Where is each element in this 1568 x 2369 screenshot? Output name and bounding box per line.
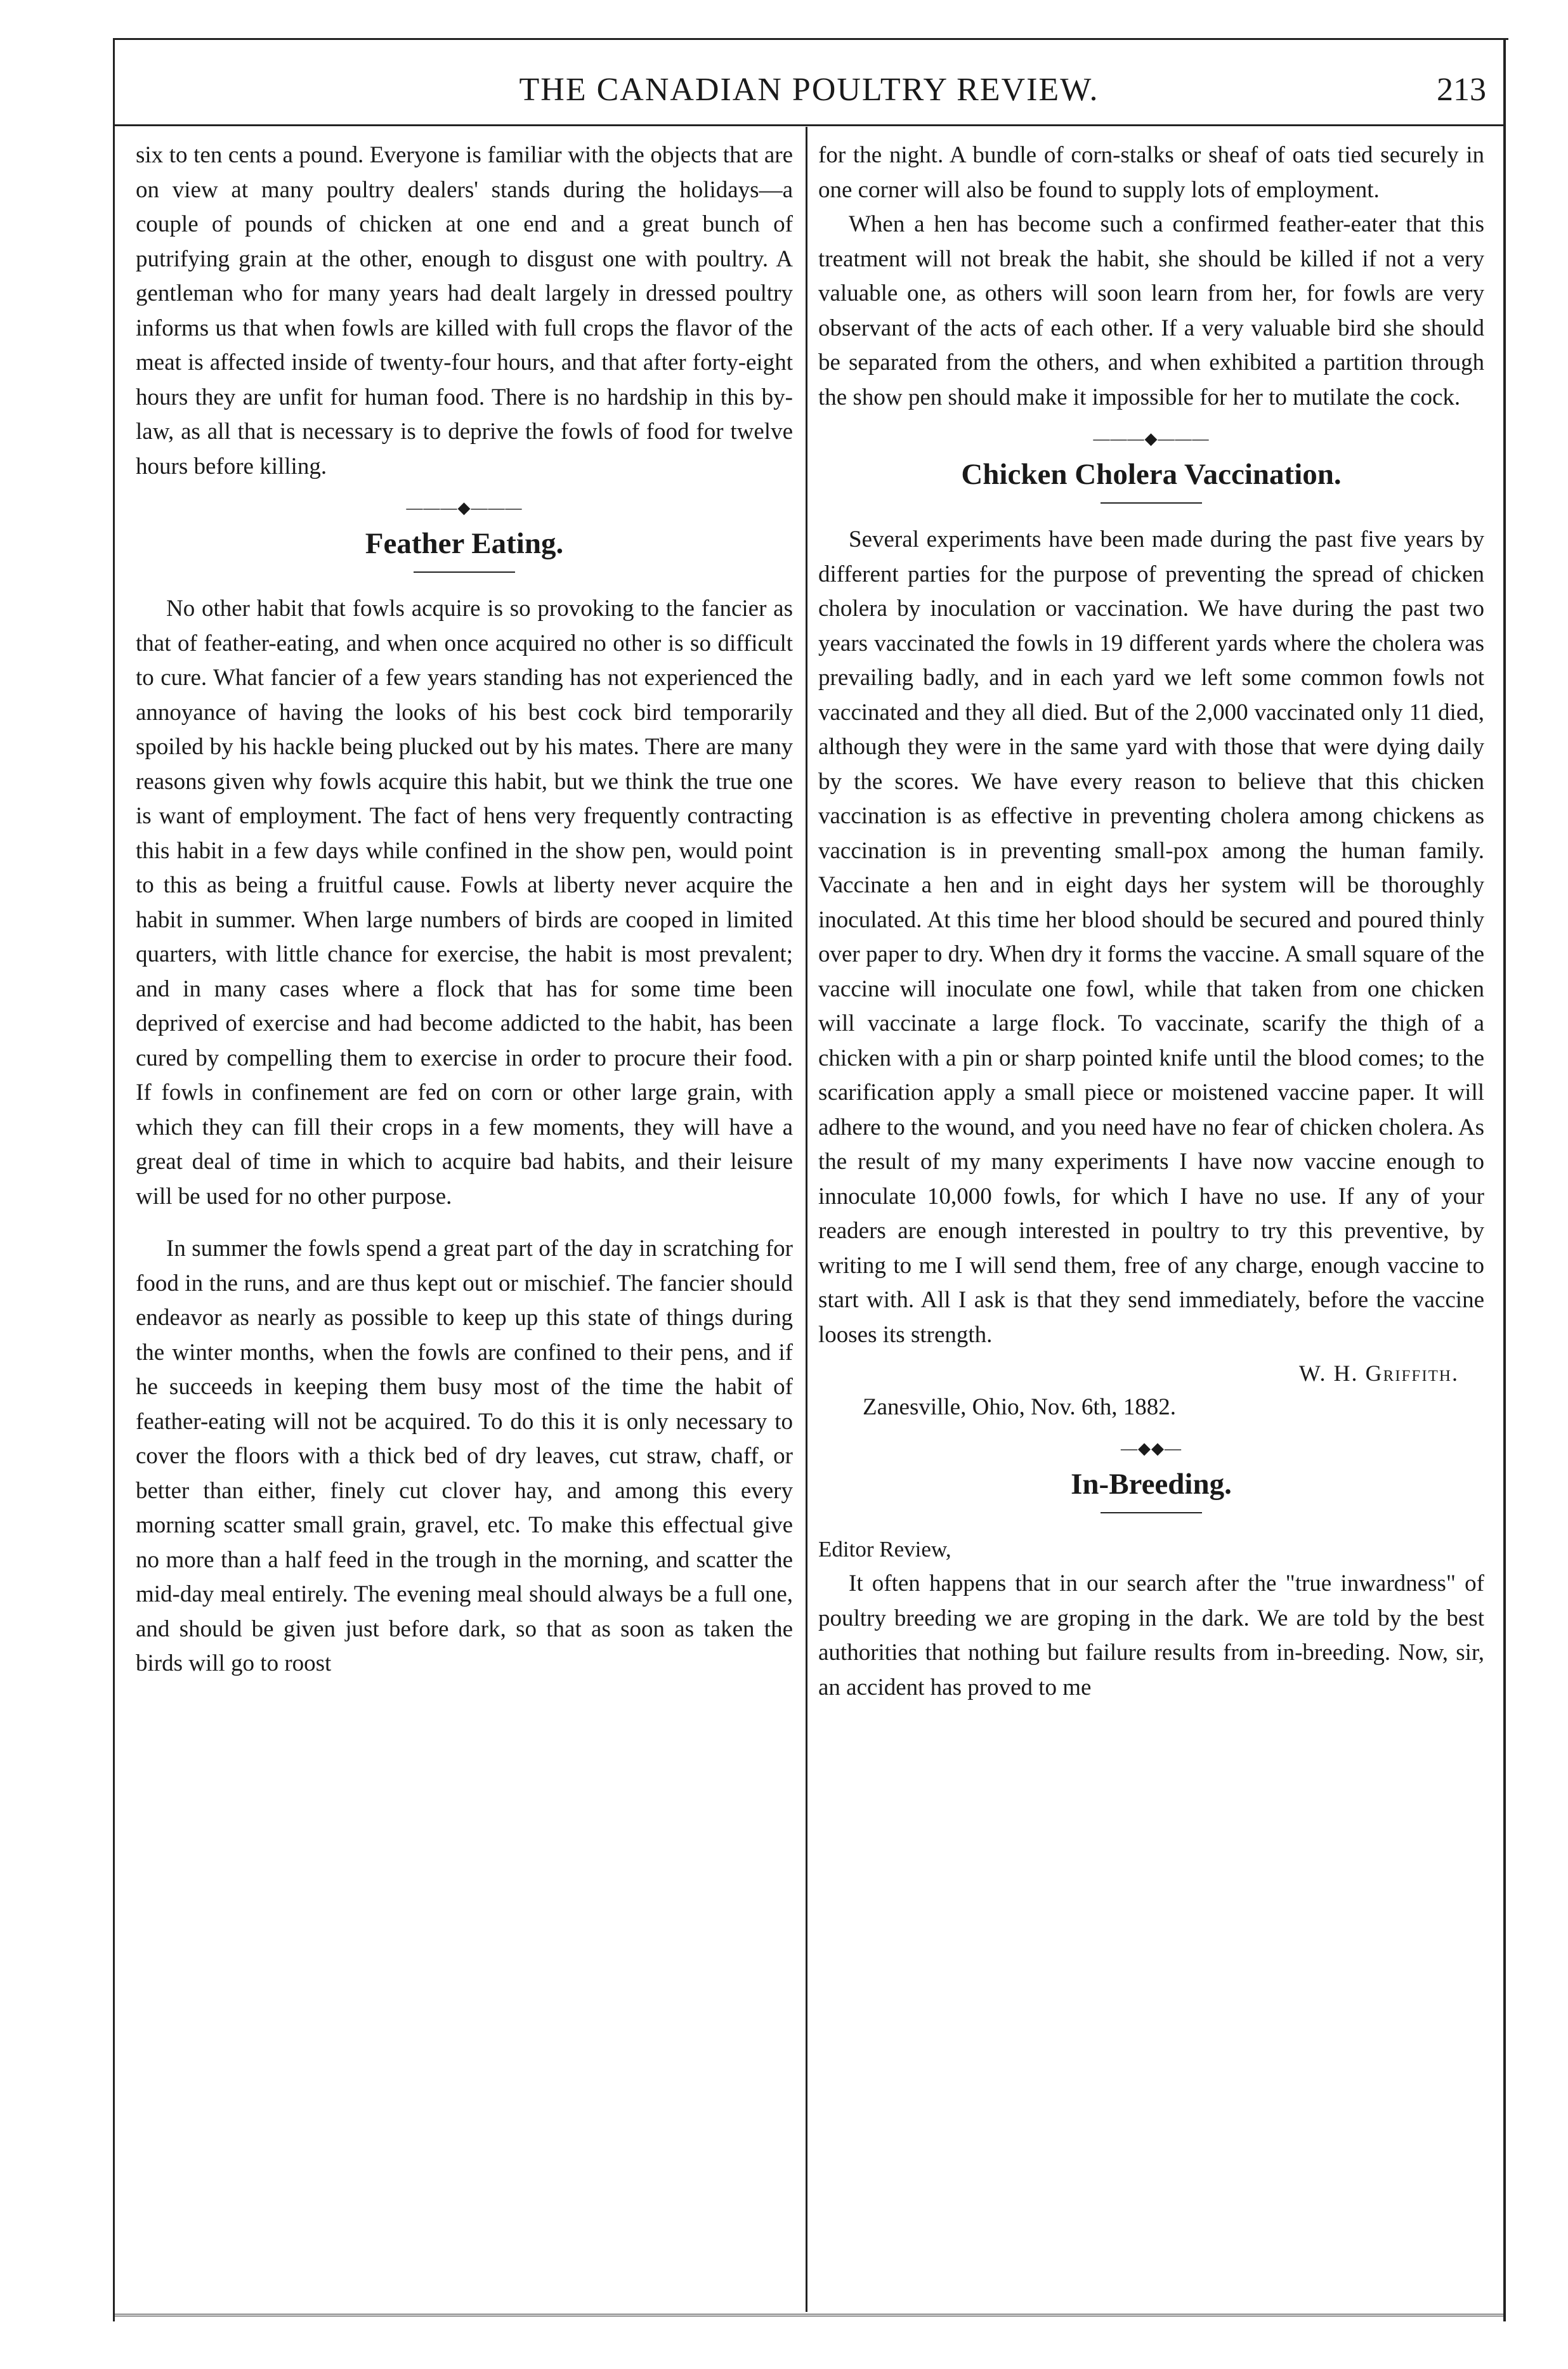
section-heading-feather-eating: Feather Eating. bbox=[365, 527, 564, 560]
dateline: Zanesville, Ohio, Nov. 6th, 1882. bbox=[863, 1394, 1176, 1420]
running-header bbox=[113, 71, 1505, 132]
right-column bbox=[818, 138, 1484, 2301]
body-paragraph: In summer the fowls spend a great part of the day in scratching for food in the runs, and are thus kept out or mischief. The fancier should endeavor as nearly as possible to keep up this state of things during the winter months, when the fowls are confined to their pens, and if he succeeds in keeping them busy most of the time the habit of feather-eating will not be acquired. To do this it is only necessary to cover the floors with a thick bed of dry leaves, cut straw, chaff, or better than either, finely cut clover hay, and among this every morning scatter small grain, gravel, etc. To make this effectual give no more than a half feed in the trough in the morning, and scatter the mid-day meal entirely. The evening meal should always be a full one, and should be given just before dark, so that as soon as taken the birds will go to roost bbox=[136, 1236, 793, 1676]
page-frame-top bbox=[113, 38, 1508, 40]
page-number: 213 bbox=[1437, 72, 1486, 108]
intro-paragraph: six to ten cents a pound. Everyone is familiar with the objects that are on view at many poultry dealers' stands during the holidays—a couple of pounds of chicken at one end and a great bunch of putrifying grain at the other, enough to disgust one with poultry. A gentleman who for many years had dealt largely in dressed poultry informs us that when fowls are killed with full crops the flavor of the meat is affected inside of twenty-four hours, and that after forty-eight hours they are unfit for human food. There is no hardship in this by-law, as all that is necessary is to deprive the fowls of food for twelve hours before killing. bbox=[136, 142, 793, 480]
section-separator: —◆◆— bbox=[1121, 1439, 1182, 1458]
page-frame-left bbox=[113, 38, 115, 2321]
page-frame-bottom bbox=[113, 2314, 1505, 2321]
left-column bbox=[136, 138, 793, 2301]
heading-underline bbox=[1101, 1512, 1202, 1513]
letter-salutation: Editor Review, bbox=[818, 1537, 951, 1562]
section-separator: ———◆——— bbox=[406, 499, 523, 517]
body-paragraph: Several experiments have been made during the past five years by different parties for the purpose of preventing the spread of chicken cholera by inoculation or vaccination. We have during the past two years vaccinated the fowls in 19 different yards where the cholera was prevailing badly, and in each yard we left some common fowls not vaccinated and they all died. But of the 2,000 vaccinated only 11 died, although they were in the same yard with those that were dying daily by the scores. We have every reason to believe that this chicken vaccination is as effective in preventing cholera among chickens as vaccination is in preventing small-pox among the human family. Vaccinate a hen and in eight days her system will be thoroughly inoculated. At this time her blood should be secured and poured thinly over paper to dry. When dry it forms the vaccine. A small square of the vaccine will inoculate one fowl, while that taken from one chicken will vaccinate a large flock. To vaccinate, scarify the thigh of a chicken with a pin or sharp pointed knife until the blood comes; to the scarification apply a small piece or moistened vaccine paper. It will adhere to the wound, and you need have no fear of chicken cholera. As the result of my many experiments I have now vaccine enough to innoculate 10,000 fowls, for which I have no use. If any of your readers are enough interested in poultry to try this preventive, by writing to me I will send them, free of any charge, enough vaccine to start with. All I ask is that they send immediately, before the vaccine looses its strength. bbox=[818, 526, 1484, 1348]
section-heading-cholera-vaccination: Chicken Cholera Vaccination. bbox=[961, 458, 1342, 491]
body-paragraph: It often happens that in our search after the "true inwardness" of poultry breeding we are groping in the dark. We are told by the best authorities that nothing but failure results from in-breeding. Now, sir, an accident has proved to me bbox=[818, 1570, 1484, 1700]
body-paragraph: No other habit that fowls acquire is so provoking to the fancier as that of feather-eating, and when once acquired no other is so difficult to cure. What fancier of a few years standing has not experienced the annoyance of having the looks of his best cock bird temporarily spoiled by his hackle being plucked out by his mates. There are many reasons given why fowls acquire this habit, but we think the true one is want of employment. The fact of hens very frequently contracting this habit in a few days while confined in the show pen, would point to this as being a fruitful cause. Fowls at liberty never acquire the habit in summer. When large numbers of birds are cooped in limited quarters, with little chance for exercise, the habit is most prevalent; and in many cases where a flock that has for some time been deprived of exercise and had become addicted to the habit, has been cured by compelling them to exercise in order to procure their food. If fowls in confinement are fed on corn or other large grain, with which they can fill their crops in a few moments, they will have a great deal of time in which to acquire bad habits, and their leisure will be used for no other purpose. bbox=[136, 596, 793, 1210]
section-separator: ———◆——— bbox=[1093, 429, 1210, 448]
continuation-paragraph: for the night. A bundle of corn-stalks or sheaf of oats tied securely in one corner will also be found to supply lots of employment. bbox=[818, 142, 1484, 203]
continuation-paragraph: When a hen has become such a confirmed feather-eater that this treatment will not break the habit, she should be killed if not a very valuable one, as others will soon learn from her, for fowls are very observant of the acts of each other. If a very valuable bird she should be separated from the others, and when exhibited a partition through the show pen should make it impossible for her to mutilate the cock. bbox=[818, 211, 1484, 410]
publication-title: THE CANADIAN POULTRY REVIEW. bbox=[519, 72, 1099, 108]
column-divider bbox=[806, 127, 807, 2312]
page-frame-right bbox=[1503, 38, 1506, 2321]
author-signature: W. H. Griffith. bbox=[1298, 1361, 1459, 1386]
heading-underline bbox=[1101, 502, 1202, 504]
section-heading-in-breeding: In-Breeding. bbox=[1071, 1468, 1232, 1501]
heading-underline bbox=[414, 571, 515, 573]
header-rule bbox=[113, 124, 1505, 126]
